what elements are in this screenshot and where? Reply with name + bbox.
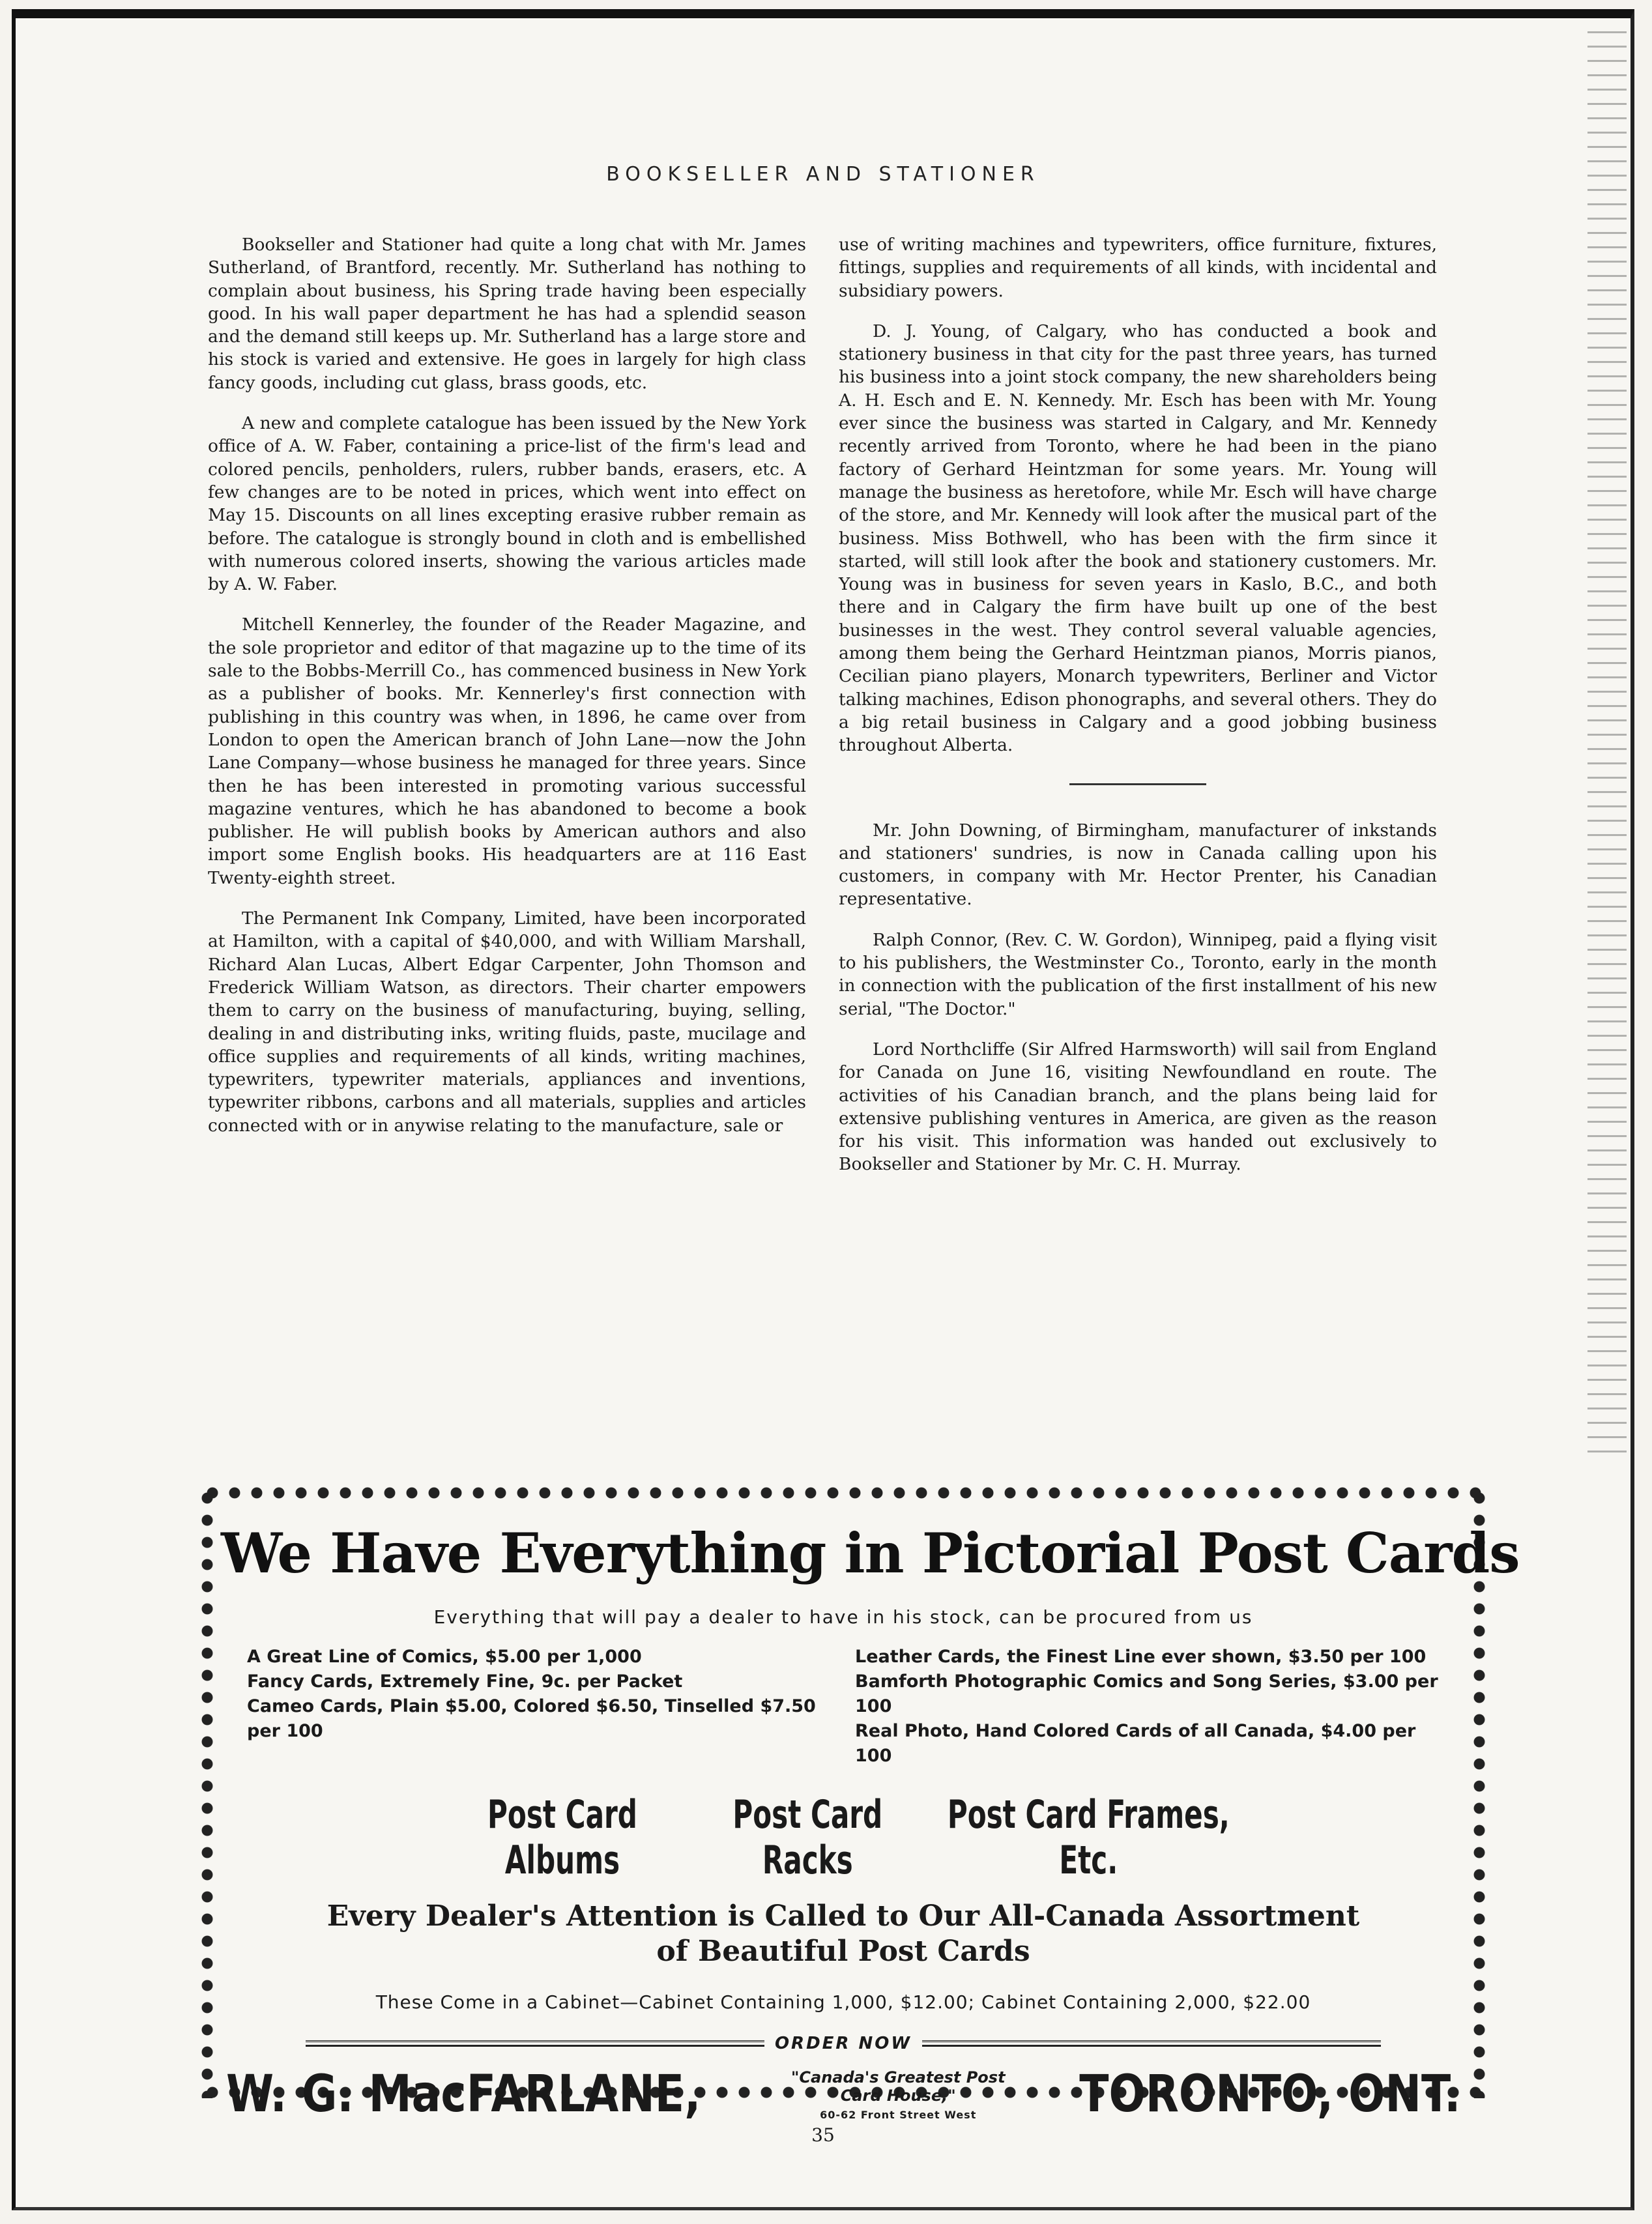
- article-connor: Ralph Connor, (Rev. C. W. Gordon), Winnipeg, paid a flying visit to his publishers, the Westminster Co., Toronto, early in the month in connection with the publication of the first installment of his new serial, "The Doctor.": [839, 929, 1437, 1019]
- ad-company: W. G. MacFARLANE,: [226, 2065, 701, 2124]
- article-downing: Mr. John Downing, of Birmingham, manufacturer of inkstands and stationers' sundries, is now in Canada calling upon his customers, in company with Mr. Hector Prenter, his Canadian representative.: [839, 820, 1437, 910]
- ad-order-now: [306, 2034, 1381, 2053]
- scan-edge-artifact: [1587, 31, 1627, 1465]
- order-rule-left: [306, 2040, 764, 2047]
- running-header: BOOKSELLER AND STATIONER: [606, 163, 1040, 186]
- article-kennerley: Mitchell Kennerley, the founder of the Reader Magazine, and the sole proprietor and editor of that magazine up to the time of its sale to the Bobbs-Merrill Co., has commenced business in New York as a publisher of books. Mr. Kennerley's first connection with publishing in this country was when, in 1896, he came over from London to open the American branch of John Lane—now the John Lane Company—whose business he managed for three years. Since then he has been interested in promoting various successful magazine ventures, which he has abandoned to become a book publisher. He will publish books by American authors and also import some English books. His headquarters are at 116 East Twenty-eighth street.: [208, 614, 806, 888]
- ad-price-list-right: [855, 1645, 1440, 1769]
- order-rule-right: [922, 2040, 1381, 2047]
- ad-item: Cameo Cards, Plain $5.00, Colored $6.50, Tinselled $7.50 per 100: [247, 1696, 816, 1741]
- ad-tagline: "Canada's Greatest Post Card House,": [790, 2068, 1006, 2105]
- order-label: ORDER NOW: [774, 2034, 912, 2053]
- ad-products: [434, 1792, 1253, 1883]
- ad-item: A Great Line of Comics, $5.00 per 1,000: [247, 1647, 642, 1667]
- left-column: [208, 233, 806, 1155]
- article-faber: A new and complete catalogue has been issued by the New York office of A. W. Faber, containing a price-list of the firm's lead and colored pencils, penholders, rulers, rubber bands, erasers, etc. A few changes are to be noted in prices, which went into effect on May 15. Discounts on all lines excepting erasive rubber remain as before. The catalogue is strongly bound in cloth and is embellished with numerous colored inserts, showing the various articles made by A. W. Faber.: [208, 413, 806, 595]
- ad-attention-line: Every Dealer's Attention is Called to Our All-Canada Assortment: [326, 1899, 1360, 1933]
- article-sutherland: Bookseller and Stationer had quite a long chat with Mr. James Sutherland, of Brantford, recently. Mr. Sutherland has nothing to complain about business, his Spring trade having been especially good. In his wall paper department he has had a splendid season and the demand still keeps up. Mr. Sutherland has a large store and his stock is varied and extensive. He goes in largely for high class fancy goods, including cut glass, brass goods, etc.: [208, 235, 806, 393]
- right-column: [839, 233, 1437, 1194]
- ad-product: Post Card Frames, Etc.: [947, 1792, 1230, 1883]
- advertisement: [201, 1487, 1520, 2124]
- ad-item: Bamforth Photographic Comics and Song Series, $3.00 per 100: [855, 1671, 1438, 1716]
- ad-product: Post Card Racks: [732, 1792, 883, 1883]
- ad-tagline-block: [785, 2068, 1012, 2121]
- ad-address: 60-62 Front Street West: [820, 2108, 977, 2121]
- page-number: 35: [811, 2124, 835, 2146]
- page: [12, 9, 1634, 2210]
- section-divider: [1069, 783, 1206, 785]
- ad-headline: We Have Everything in Pictorial Post Cards: [221, 1521, 1520, 1585]
- ad-subhead: Everything that will pay a dealer to have in his stock, can be procured from us: [433, 1606, 1253, 1628]
- article-permanent-ink-cont: use of writing machines and typewriters, office furniture, fixtures, fittings, supplies and requirements of all kinds, with incidental and subsidiary powers.: [839, 235, 1437, 301]
- article-permanent-ink: The Permanent Ink Company, Limited, have been incorporated at Hamilton, with a capital of $40,000, and with William Marshall, Richard Alan Lucas, Albert Edgar Carpenter, John Thomson and Frederick William Watson, as directors. Their charter empowers them to carry on the business of manufacturing, buying, selling, dealing in and distributing inks, writing fluids, paste, mucilage and office supplies and requirements of all kinds, writing machines, typewriters, typewriter materials, appliances and inventions, typewriter ribbons, carbons and all materials, supplies and articles connected with or in anywise relating to the manufacture, sale or: [208, 908, 806, 1136]
- ad-price-list-left: [247, 1645, 855, 1769]
- ad-cabinet-prices: These Come in a Cabinet—Cabinet Containing 1,000, $12.00; Cabinet Containing 2,000, $22.00: [375, 1991, 1311, 2013]
- ad-attention: [221, 1899, 1466, 1969]
- ad-item: Leather Cards, the Finest Line ever shown, $3.50 per 100: [855, 1647, 1427, 1667]
- ad-product: Post Card Albums: [487, 1792, 637, 1883]
- ad-city: TORONTO, ONT.: [1079, 2065, 1460, 2124]
- article-northcliffe: Lord Northcliffe (Sir Alfred Harmsworth) will sail from England for Canada on June 16, visiting Newfoundland en route. The activities of his Canadian branch, and the plans being laid for extensive publishing ventures in America, are given as the reason for his visit. This information was handed out exclusively to Bookseller and Stationer by Mr. C. H. Murray.: [839, 1039, 1437, 1175]
- ad-attention-line: of Beautiful Post Cards: [656, 1935, 1030, 1968]
- ad-item: Fancy Cards, Extremely Fine, 9c. per Packet: [247, 1671, 683, 1692]
- ad-footer: [226, 2065, 1460, 2124]
- article-young: D. J. Young, of Calgary, who has conducted a book and stationery business in that city for the past three years, has turned his business into a joint stock company, the new shareholders being A. H. Esch and E. N. Kennedy. Mr. Esch has been with Mr. Young ever since the business was started in Calgary, and Mr. Kennedy recently arrived from Toronto, where he had been in the piano factory of Gerhard Heintzman for some years. Mr. Young will manage the business as heretofore, while Mr. Esch will have charge of the store, and Mr. Kennedy will look after the musical part of the business. Miss Bothwell, who has been with the firm since it started, will still look after the book and stationery customers. Mr. Young was in business for seven years in Kaslo, B.C., and both there and in Calgary the firm have built up one of the best businesses in the west. They control several valuable agencies, among them being the Gerhard Heintzman pianos, Morris pianos, Cecilian piano players, Monarch typewriters, Berliner and Victor talking machines, Edison phonographs, and several others. They do a big retail business in Calgary and a good jobbing business throughout Alberta.: [839, 321, 1437, 756]
- ad-item: Real Photo, Hand Colored Cards of all Canada, $4.00 per 100: [855, 1721, 1416, 1766]
- ad-price-list: [247, 1645, 1440, 1769]
